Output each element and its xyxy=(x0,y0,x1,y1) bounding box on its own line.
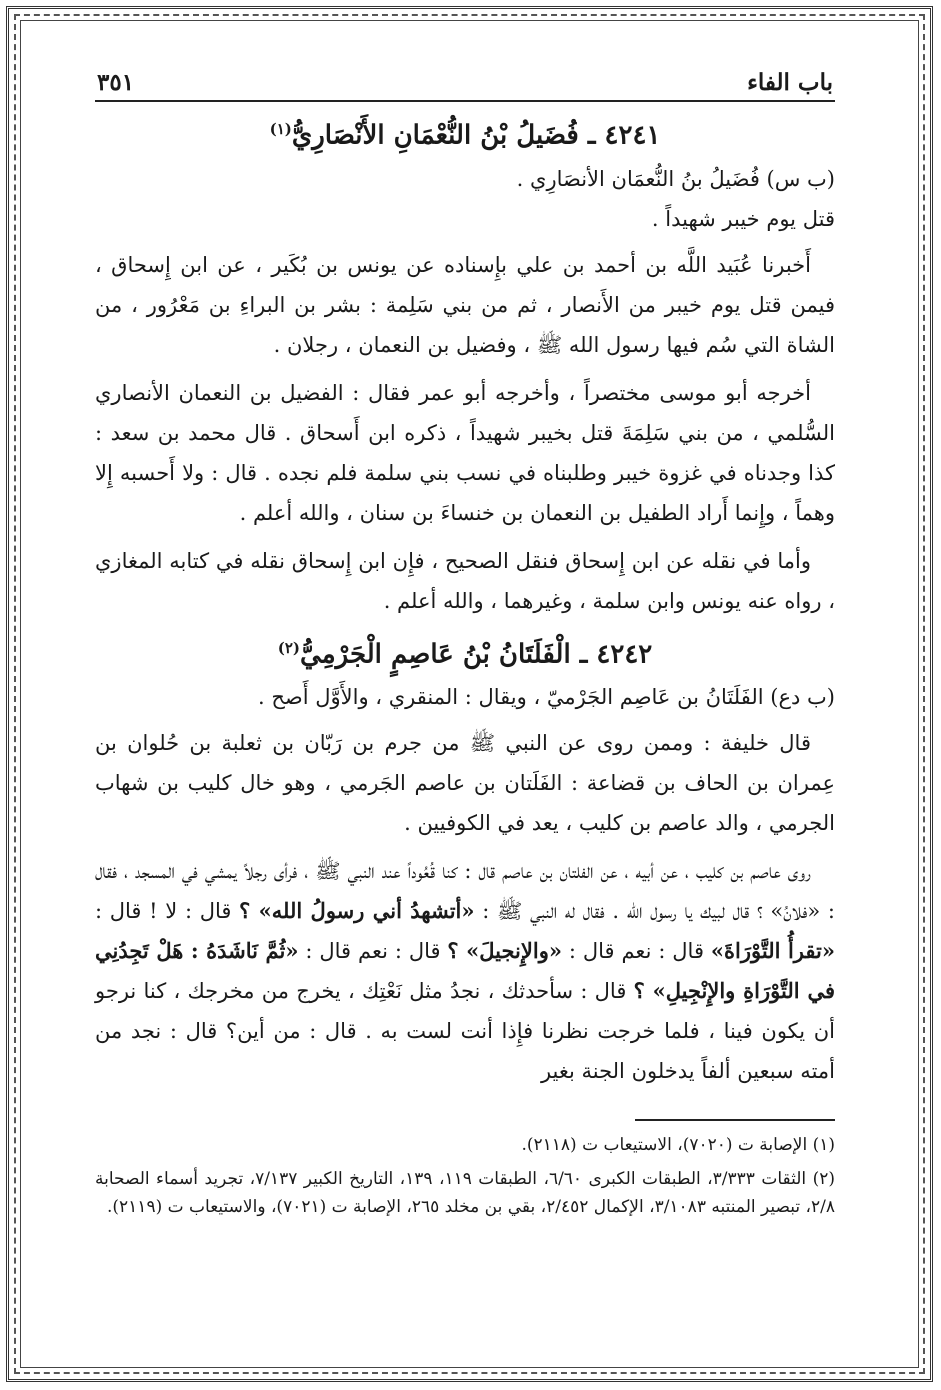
paragraph: روى عاصم بن كليب ، عن أبيه ، عن الفلتان بن عاصم قال : كنا قُعُوداً عند النبي ﷺ ، فرأى رجلاً يمشي في المسجد ، فقال : «فلانُ» ؟ قال لبيك يا رسول الله . فقال له النبي ﷺ : «أتشهدُ أني رسولُ الله» ؟ قال : لا ! قال : «تقرأُ التَّوْرَاةَ» قال : نعم قال : «والإِنجيلَ» ؟ قال : نعم قال : «ثُمَّ نَاشَدَهُ : هَلْ تَجِدُنِي في التَّوْرَاةِ والإِنْجِيلِ» ؟ قال : سأحدثك ، نجدُ مثل نَعْتِك ، يخرج من مخرجك ، كنا نرجو أن يكون فينا ، فلما خرجت نظرنا فإِذا أنت لست به . قال : من أين؟ قال : نجد من أمته سبعين ألفاً يدخلون الجنة بغير xyxy=(95,859,835,1084)
paragraph: قال خليفة : وممن روى عن النبي ﷺ من جرم بن رَبّان بن ثعلبة بن حُلوان بن عِمران بن الحاف بن قضاعة : الفَلَتان بن عاصم الجَرمي ، وهو خال كليب بن شهاب الجرمي ، والد عاصم بن كليب ، يعد في الكوفيين . xyxy=(95,731,835,836)
hadith-quote: «والإِنجيلَ» ؟ xyxy=(447,938,562,964)
page-number: ٣٥١ xyxy=(97,69,135,96)
running-header xyxy=(95,52,835,102)
entry-heading: ٤٢٤٢ ـ الْفَلَتَانُ بْنُ عَاصِمٍ الْجَرْمِيُّ$^{(٢)}$ xyxy=(277,638,653,670)
paragraph: أَخبرنا عُبَيد اللَّه بن أحمد بن علي بإِسناده عن يونس بن بُكَير ، عن ابن إِسحاق ، فيمن قتل يوم خيبر من الأَنصار ، ثم من بني سَلِمة : بشر بن البراءِ بن مَعْرُور ، من الشاة التي سُم فيها رسول الله ﷺ ، وفضيل بن النعمان ، رجلان . xyxy=(95,252,835,357)
paragraph: وأما في نقله عن ابن إِسحاق فنقل الصحيح ، فإِن ابن إِسحاق نقله في كتابه المغازي ، رواه عنه يونس وابن سلمة ، وغيرهما ، والله أعلم . xyxy=(95,548,835,613)
entry-note-line: قتل يوم خيبر شهيداً . xyxy=(651,206,835,231)
footnote: (١) الإصابة ت (٧٠٢٠)، الاستيعاب ت (٢١١٨). xyxy=(521,1135,835,1156)
chapter-title: باب الفاء xyxy=(747,69,833,96)
hadith-quote: «أتشهدُ أني رسولُ الله» ؟ xyxy=(239,898,475,924)
entry-heading: ٤٢٤١ ـ فُضَيلُ بْنُ النُّعْمَانِ الأَنْصَارِيُّ$^{(١)}$ xyxy=(269,120,661,151)
footnote-divider xyxy=(635,1119,835,1121)
footnote: (٢) الثقات ٣/٣٣٣، الطبقات الكبرى ٦/٦٠، الطبقات ١١٩، ١٣٩، التاريخ الكبير ٧/١٣٧، تجريد أسماء الصحابة ٢/٨، تبصير المنتبه ٣/١٠٨٣، الإكمال ٢/٤٥٢، بقي بن مخلد ٢٦٥، الإصابة ت (٧٠٢١)، والاستيعاب ت (٢١١٩). xyxy=(95,1169,835,1218)
entry-source-line: (ب س) فُضَيلُ بنُ النُّعمَان الأنصَارِي . xyxy=(516,166,835,191)
paragraph: أخرجه أبو موسى مختصراً ، وأخرجه أبو عمر فقال : الفضيل بن النعمان الأنصاري السُّلمي ، من بني سَلِمَةَ قتل بخيبر شهيداً ، ذكره ابن أَسحاق . قال محمد بن سعد : كذا وجدناه في غزوة خيبر وطلبناه في نسب بني سلمة فلم نجده . قال : ولا أَحسبه إِلا وهماً ، وإِنما أَراد الطفيل بن النعمان بن خنساءَ بن سنان ، والله أعلم . xyxy=(95,380,835,525)
hadith-quote: «تقرأُ التَّوْرَاةَ» xyxy=(710,938,835,964)
footnote-marker: (٢) xyxy=(277,638,301,657)
entry-source-line: (ب دع) الفَلَتَانُ بن عَاصِم الجَرْميّ ، ويقال : المنقري ، والأَوَّل أَصح . xyxy=(258,685,835,710)
footnote-marker: (١) xyxy=(269,120,292,138)
hadith-quote: «ثُمَّ نَاشَدَهُ : هَلْ تَجِدُنِي في التَّوْرَاةِ والإِنْجِيلِ» ؟ xyxy=(95,938,835,1004)
footnotes xyxy=(95,1131,835,1221)
book-page xyxy=(95,52,835,1227)
